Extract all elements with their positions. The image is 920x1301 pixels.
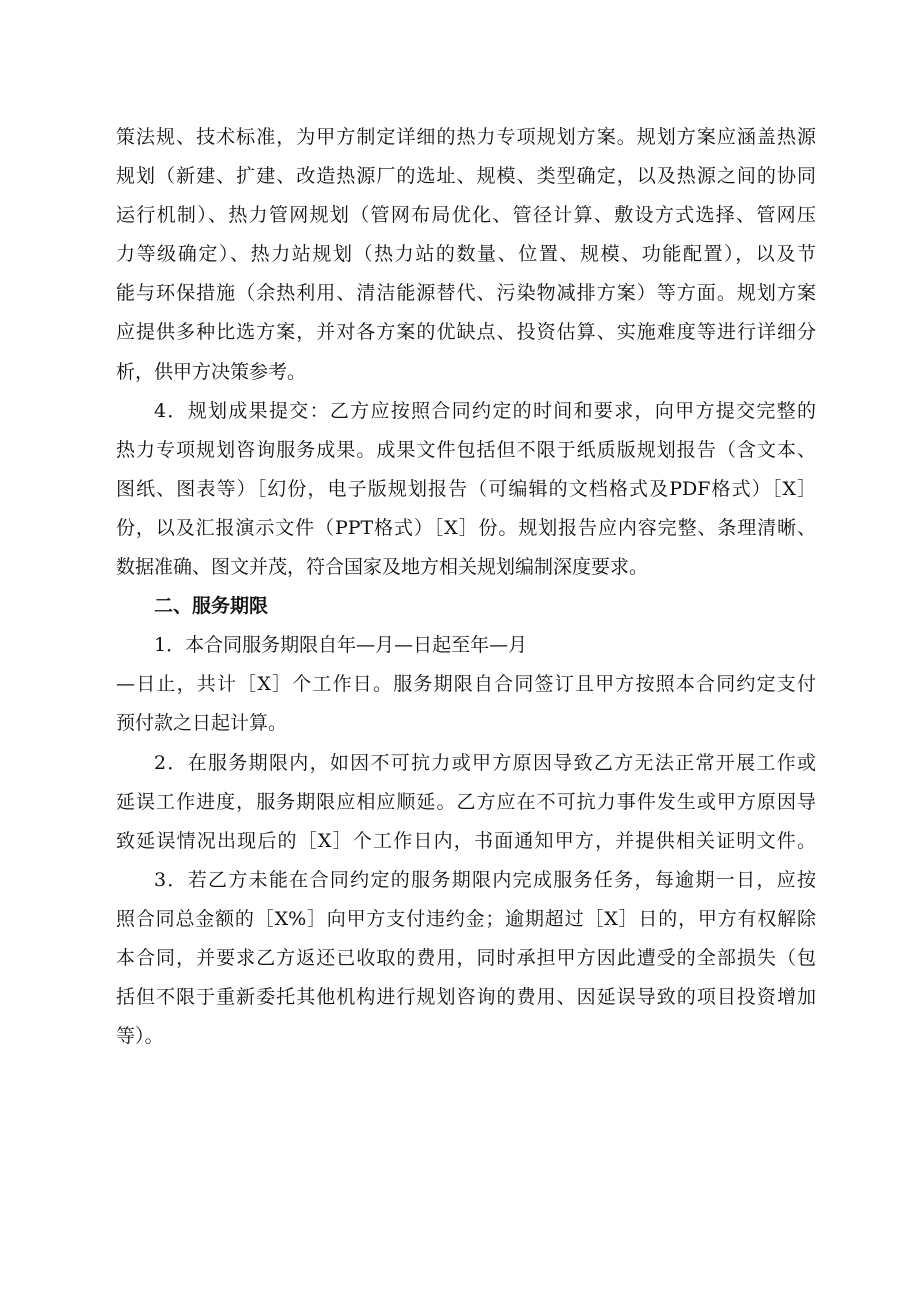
paragraph-planning-scheme (116, 118, 816, 392)
text-line: 延误工作进度，服务期限应相应顺延。乙方应在不可抗力事件发生或甲方原因导 (116, 790, 816, 813)
text-line: —日止，共计［X］个工作日。服务期限自合同签订且甲方按照本合同约定支付 (116, 673, 816, 696)
paragraph-deliverables (116, 392, 816, 587)
text-line: 等）。 (116, 1025, 164, 1048)
text-line: 致延误情况出现后的［X］个工作日内，书面通知甲方，并提供相关证明文件。 (116, 829, 816, 852)
text-line: 3．若乙方未能在合同约定的服务期限内完成服务任务，每逾期一日，应按 (154, 868, 816, 891)
text-line: 数据准确、图文并茂，符合国家及地方相关规划编制深度要求。 (116, 556, 649, 579)
paragraph-service-period-1 (116, 626, 816, 743)
document-body (116, 118, 816, 1056)
text-line: 份，以及汇报演示文件（PPT格式）［X］份。规划报告应内容完整、条理清晰、 (116, 516, 816, 539)
text-line: 括但不限于重新委托其他机构进行规划咨询的费用、因延误导致的项目投资增加 (116, 986, 816, 1009)
text-line: 照合同总金额的［X%］向甲方支付违约金；逾期超过［X］日的，甲方有权解除 (116, 907, 816, 930)
text-line: 力等级确定）、热力站规划（热力站的数量、位置、规模、功能配置），以及节 (116, 243, 816, 266)
text-line: 图纸、图表等）［幻份，电子版规划报告（可编辑的文档格式及PDF格式）［X］ (116, 477, 816, 500)
text-line: 运行机制）、热力管网规划（管网布局优化、管径计算、敷设方式选择、管网压 (116, 204, 816, 227)
text-line: 规划（新建、扩建、改造热源厂的选址、规模、类型确定，以及热源之间的协同 (116, 165, 816, 188)
text-line: 预付款之日起计算。 (116, 712, 288, 735)
text-line: 策法规、技术标准，为甲方制定详细的热力专项规划方案。规划方案应涵盖热源 (116, 126, 816, 148)
text-line: 4．规划成果提交：乙方应按照合同约定的时间和要求，向甲方提交完整的 (154, 399, 816, 422)
section-heading-service-period (116, 587, 816, 626)
text-line: 应提供多种比选方案，并对各方案的优缺点、投资估算、实施难度等进行详细分 (116, 321, 816, 344)
text-line: 1．本合同服务期限自年—月—日起至年—月 (154, 634, 528, 657)
text-line: 热力专项规划咨询服务成果。成果文件包括但不限于纸质版规划报告（含文本、 (116, 438, 816, 461)
text-line: 本合同，并要求乙方返还已收取的费用，同时承担甲方因此遭受的全部损失（包 (116, 946, 816, 969)
text-line: 析，供甲方决策参考。 (116, 360, 307, 383)
text-line: 能与环保措施（余热利用、清洁能源替代、污染物减排方案）等方面。规划方案 (116, 282, 816, 305)
section-heading: 二、服务期限 (154, 595, 269, 618)
paragraph-service-period-2 (116, 744, 816, 861)
text-line: 2．在服务期限内，如因不可抗力或甲方原因导致乙方无法正常开展工作或 (154, 751, 816, 774)
paragraph-service-period-3 (116, 861, 816, 1056)
